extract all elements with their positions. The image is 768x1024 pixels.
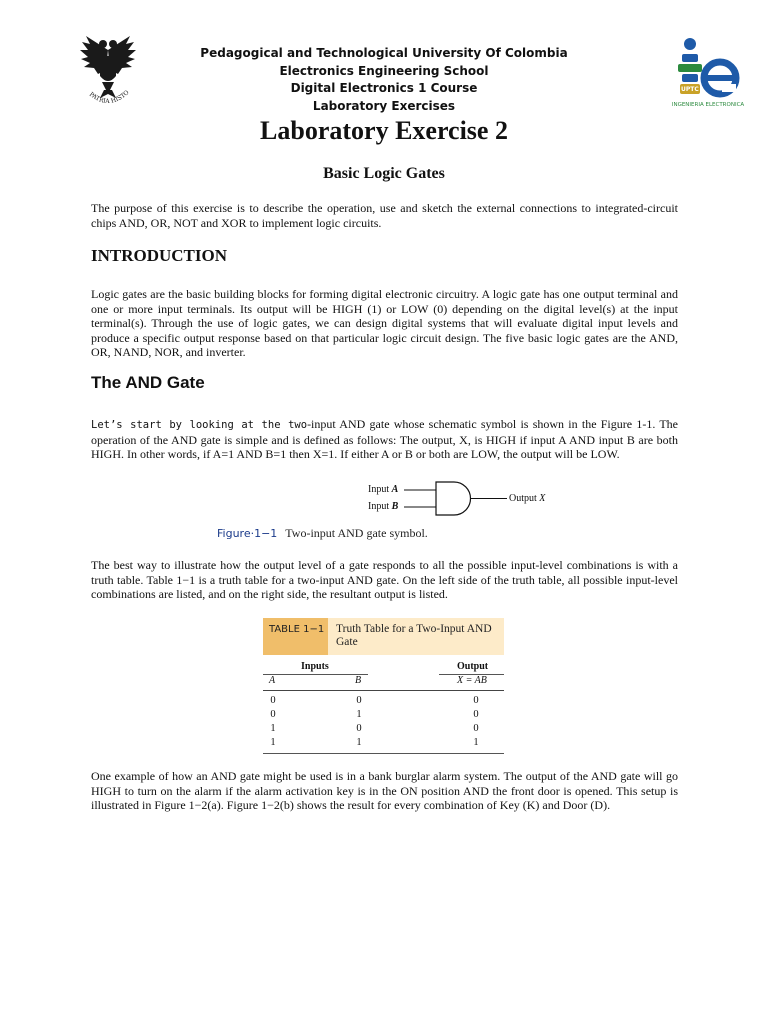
and-gate-paragraph-1 <box>91 417 678 462</box>
figure-caption <box>217 526 428 541</box>
header-line-course: Digital Electronics 1 Course <box>290 81 478 95</box>
table-group-inputs: Inputs <box>301 661 329 672</box>
table-caption: Truth Table for a Two-Input AND Gate <box>328 618 504 655</box>
table-cell: 1 <box>473 737 479 748</box>
output-label: Output <box>509 493 537 504</box>
table-group-output: Output <box>457 661 489 672</box>
table-tag: TABLE 1−1 <box>263 618 328 655</box>
table-cell: 1 <box>270 737 276 748</box>
introduction-paragraph: Logic gates are the basic building blocks for forming digital electronic circuitry. A logic gate has one output terminal and one or more input terminals. Its output will be HIGH (1) or LOW (0) depending on the digital level(s) at the input terminal(s). Through the use of logic gates, we can design digital systems that will evaluate digital input levels and produce a specific output response based on that particular logic circuit design. The five basic logic gates are the AND, OR, NAND, NOR, and inverter. <box>91 287 678 359</box>
page-title: Laboratory Exercise 2 <box>260 116 508 145</box>
table-cell: 0 <box>473 695 479 706</box>
table-cell: 0 <box>473 723 479 734</box>
and-gate-paragraph-2: The best way to illustrate how the output level of a gate responds to all the possible input-level combinations is with a truth table. Table 1−1 is a truth table for a two-input AND gate. On the left side of the truth table, all possible input-level combinations are listed, and on the right side, the resultant output is listed. <box>91 558 678 601</box>
purpose-paragraph: The purpose of this exercise is to describe the operation, use and sketch the external connections to integrated-circuit chips AND, OR, NOT and XOR to implement logic circuits. <box>91 201 678 230</box>
engineering-logo-text: INGENIERIA ELECTRONICA <box>671 102 745 108</box>
para1-rest: -input AND gate whose schematic symbol is shown in the Figure 1-1. The operation of the AND gate is simple and is defined as follows: The output, X, is HIGH if input A AND input B are both HIGH. In other words, if A=1 AND B=1 then X=1. If either A or B or both are LOW, the output will be LOW. <box>91 417 679 461</box>
and-gate-symbol <box>404 478 514 518</box>
table-cell: 1 <box>356 709 362 720</box>
truth-table <box>263 618 504 756</box>
figure-caption-text: Two-input AND gate symbol. <box>285 526 428 540</box>
table-cell: 0 <box>270 709 276 720</box>
para1-lead: Let’s start by looking at the two <box>91 419 308 431</box>
input-b-label: Input <box>368 501 390 512</box>
input-b-var: B <box>391 501 399 512</box>
output-var: X <box>539 493 546 504</box>
table-col-x: X = AB <box>457 675 487 686</box>
header-line-school: Electronics Engineering School <box>279 64 489 78</box>
table-cell: 0 <box>356 695 362 706</box>
table-cell: 0 <box>356 723 362 734</box>
and-gate-heading: The AND Gate <box>91 373 205 392</box>
header-line-university: Pedagogical and Technological University Of Colombia <box>200 46 568 60</box>
table-cell: 1 <box>356 737 362 748</box>
table-cell: 0 <box>473 709 479 720</box>
header-line-lab: Laboratory Exercises <box>312 99 456 113</box>
table-cell: 0 <box>270 695 276 706</box>
and-gate-paragraph-3: One example of how an AND gate might be used is in a bank burglar alarm system. The output of the AND gate will go HIGH to turn on the alarm if the alarm activation key is in the ON position AND the front door is opened. This setup is illustrated in Figure 1−2(a). Figure 1−2(b) shows the result for every combination of Key (K) and Door (D). <box>91 769 678 812</box>
page-subtitle: Basic Logic Gates <box>323 165 445 182</box>
figure-number: Figure·1−1 <box>217 527 278 540</box>
and-gate-figure <box>366 478 566 520</box>
crest-motto: PATRIA HISTO <box>87 89 131 106</box>
engineering-logo-badge: UPTC <box>681 86 699 93</box>
input-a-label: Input <box>368 484 390 495</box>
table-cell: 1 <box>270 723 276 734</box>
introduction-heading: INTRODUCTION <box>91 246 228 265</box>
table-col-b: B <box>355 675 362 686</box>
input-a-var: A <box>391 484 399 495</box>
engineering-logo <box>670 34 746 114</box>
table-col-a: A <box>269 675 276 686</box>
